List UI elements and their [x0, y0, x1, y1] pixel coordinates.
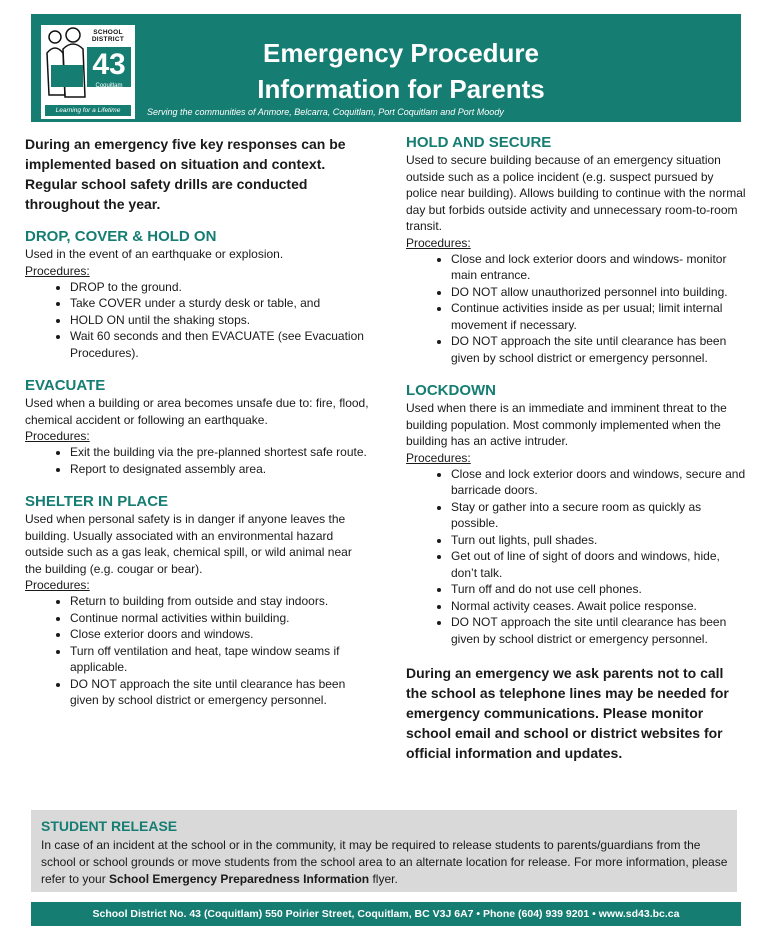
list-item: • HOLD ON until the shaking stops. [70, 312, 370, 329]
procedures-list [25, 279, 370, 362]
list-item: • Normal activity ceases. Await police response. [451, 598, 746, 615]
list-item: • DO NOT approach the site until clearance has been given by school district or emergency personnel. [451, 614, 746, 647]
procedures-label: Procedures: [406, 235, 471, 250]
list-item: • Turn off ventilation and heat, tape window seams if applicable. [70, 643, 370, 676]
student-release-box [31, 810, 737, 892]
list-item: • Stay or gather into a secure room as quickly as possible. [451, 499, 746, 532]
list-item: • Close and lock exterior doors and windows- monitor main entrance. [451, 251, 746, 284]
list-item: • Turn out lights, pull shades. [451, 532, 746, 549]
logo-school-district-text [85, 29, 131, 43]
section-description: Used when a building or area becomes unsafe due to: fire, flood, chemical accident or following an earthquake. [25, 396, 369, 427]
page-title-line1: Emergency Procedure [262, 38, 539, 68]
serving-communities-text: Serving the communities of Anmore, Belcarra, Coquitlam, Port Coquitlam and Port Moody [147, 107, 504, 117]
procedures-list [406, 251, 746, 367]
list-item: • Take COVER under a sturdy desk or table, and [70, 295, 370, 312]
student-release-text [41, 837, 731, 888]
procedures-list [406, 466, 746, 648]
procedures-list [25, 444, 370, 477]
section-description: Used in the event of an earthquake or explosion. [25, 247, 284, 261]
section-description: Used to secure building because of an emergency situation outside such as a police incident (e.g. suspect pursued by police near building). Allows building to continue with the normal day but forbids outside activity and unnecessary room-to-room transit. [406, 153, 746, 233]
section-title: DROP, COVER & HOLD ON [25, 228, 217, 245]
section-hold-and-secure [406, 134, 746, 366]
section-title: EVACUATE [25, 377, 106, 394]
list-item: • Wait 60 seconds and then EVACUATE (see Evacuation Procedures). [70, 328, 370, 361]
footer-contact-bar: School District No. 43 (Coquitlam) 550 Poirier Street, Coquitlam, BC V3J 6A7 • Phone (604) 939 9201 • www.sd43.bc.ca [31, 902, 741, 926]
school-district-logo [41, 25, 135, 119]
procedures-label: Procedures: [25, 263, 90, 278]
logo-city: Coquitlam [95, 83, 123, 89]
procedures-list [25, 593, 370, 709]
section-title: SHELTER IN PLACE [25, 493, 169, 510]
list-item: • DROP to the ground. [70, 279, 370, 296]
logo-line2: DISTRICT [91, 36, 125, 43]
student-release-title: STUDENT RELEASE [41, 818, 178, 834]
list-item: • Close and lock exterior doors and windows, secure and barricade doors. [451, 466, 746, 499]
section-shelter-in-place [25, 493, 370, 709]
page-title-line2: Information for Parents [257, 74, 545, 104]
left-column [25, 134, 370, 709]
section-drop-cover-hold [25, 228, 370, 361]
intro-text: During an emergency five key responses can be implemented based on situation and context. Regular school safety drills are conducted throughout the year. [25, 136, 346, 212]
section-description: Used when personal safety is in danger if anyone leaves the building. Usually associated with an environmental hazard outside such as a gas leak, chemical spill, or wild animal near the building (e.g. cougar or bear). [25, 512, 352, 576]
procedures-label: Procedures: [406, 450, 471, 465]
list-item: • Turn off and do not use cell phones. [451, 581, 746, 598]
list-item: • DO NOT approach the site until clearance has been given by school district or emergency personnel. [70, 676, 370, 709]
student-release-flyer-name: School Emergency Preparedness Information [109, 872, 370, 886]
student-release-end: flyer. [369, 872, 398, 886]
list-item: • Get out of line of sight of doors and windows, hide, don’t talk. [451, 548, 746, 581]
logo-number: 43 [87, 47, 131, 87]
section-title: LOCKDOWN [406, 382, 496, 399]
list-item: • Return to building from outside and stay indoors. [70, 593, 370, 610]
section-title: HOLD AND SECURE [406, 134, 552, 151]
list-item: • Exit the building via the pre-planned shortest safe route. [70, 444, 370, 461]
list-item: • Close exterior doors and windows. [70, 626, 370, 643]
list-item: • Continue normal activities within building. [70, 610, 370, 627]
section-description: Used when there is an immediate and imminent threat to the building population. Most commonly implemented when the building has an active intruder. [406, 401, 727, 448]
procedures-label: Procedures: [25, 578, 90, 592]
student-release-body: In case of an incident at the school or in the community, it may be required to release students to parents/guardians from the school or school grounds or move students from the school area to an alternate location for release. For more information, please refer to your [41, 838, 728, 886]
section-evacuate [25, 377, 370, 477]
list-item: • Report to designated assembly area. [70, 461, 370, 478]
logo-tagline: Learning for a Lifetime [45, 105, 131, 116]
closing-message: During an emergency we ask parents not to call the school as telephone lines may be needed for emergency communications. Please monitor school email and school or district websites for official information and updates. [406, 665, 729, 761]
procedures-label: Procedures: [25, 429, 90, 443]
logo-line1: SCHOOL [93, 29, 123, 36]
list-item: • DO NOT approach the site until clearance has been given by school district or emergency personnel. [451, 333, 746, 366]
header-banner [31, 14, 741, 122]
list-item: • DO NOT allow unauthorized personnel into building. [451, 284, 746, 301]
list-item: • Continue activities inside as per usual; limit internal movement if necessary. [451, 300, 746, 333]
right-column [406, 134, 746, 763]
section-lockdown [406, 382, 746, 647]
